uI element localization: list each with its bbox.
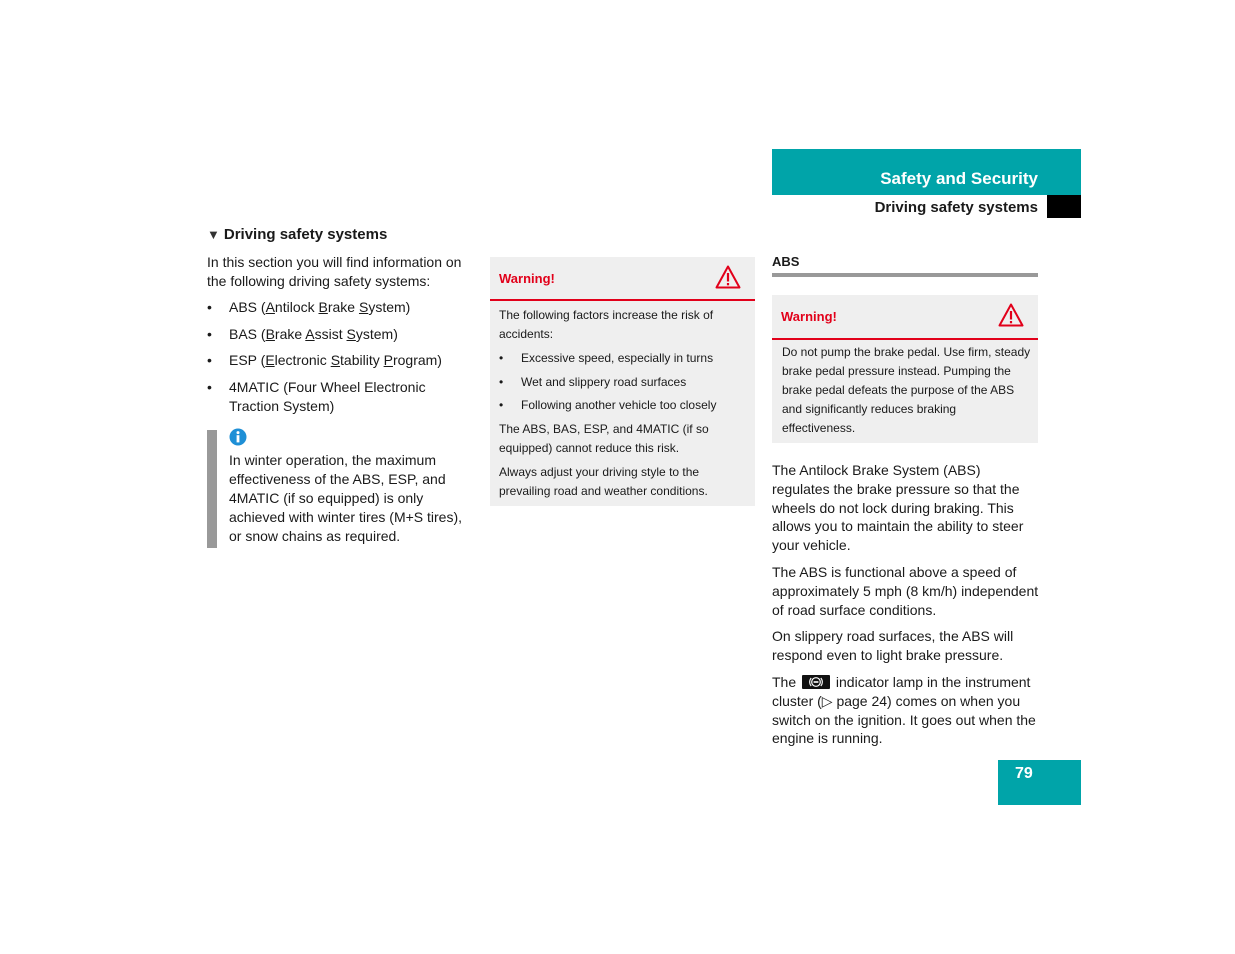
warning-box-accidents: [490, 257, 755, 506]
risk-factor-item: [499, 349, 745, 368]
section-heading: [207, 226, 387, 243]
systems-list: [207, 298, 473, 423]
abs-heading: ABS: [772, 254, 800, 269]
risk-factor-text: Excessive speed, especially in turns: [521, 351, 714, 365]
risk-factor-text: Following another vehicle too closely: [521, 398, 717, 412]
info-icon: [229, 428, 247, 446]
warning-header: [772, 295, 1038, 340]
abs-indicator-lamp-icon: [802, 675, 830, 689]
bullet: •: [207, 352, 212, 368]
systems-list-item: [207, 298, 473, 317]
abs-paragraph: On slippery road surfaces, the ABS will respond even to light brake pressure.: [772, 628, 1014, 664]
warning-label: Warning!: [781, 309, 837, 324]
systems-list-item: [207, 378, 473, 416]
warning-paragraph: The ABS, BAS, ESP, and 4MATIC (if so equipped) cannot reduce this risk.: [499, 421, 709, 455]
warning-body: Do not pump the brake pedal. Use firm, steady brake pedal pressure instead. Pumping the brake pedal defeats the purpose of the ABS and significantly reduces braking effectiveness.: [782, 345, 1031, 435]
bullet: •: [207, 299, 212, 315]
warning-box-abs: [772, 295, 1038, 443]
warning-intro: The following factors increase the risk of accidents:: [499, 308, 714, 341]
chapter-header-band: [772, 149, 1081, 195]
warning-header: [490, 257, 755, 301]
info-note-text: In winter operation, the maximum effectiveness of the ABS, ESP, and 4MATIC (if so equipped) is only achieved with winter tires (M+S tires), or snow chains as required.: [229, 452, 463, 544]
risk-factors-list: [499, 349, 745, 415]
bullet: •: [499, 398, 504, 412]
warning-body: [499, 306, 745, 506]
abs-paragraph-text: indicator lamp in the instrument cluster (▷ page 24) comes on when you switch on the ignition. It goes out when the engine is running.: [772, 673, 1036, 747]
systems-list-item-text: ABS (Antilock Brake System): [229, 299, 411, 315]
systems-list-item-text: BAS (Brake Assist System): [229, 325, 398, 342]
triangle-down-icon: ▼: [207, 227, 220, 242]
heading-rule: [772, 273, 1038, 277]
intro-paragraph: In this section you will find information on the following driving safety systems:: [207, 254, 462, 289]
warning-triangle-icon: [715, 265, 741, 289]
systems-list-item: [207, 351, 473, 370]
abs-paragraph-text: The: [772, 673, 797, 690]
page-number-tab: [998, 760, 1081, 805]
abs-paragraph: The ABS is functional above a speed of approximately 5 mph (8 km/h) independent of road surface conditions.: [772, 563, 1039, 618]
risk-factor-text: Wet and slippery road surfaces: [521, 374, 687, 389]
abs-paragraph: [772, 673, 1040, 748]
systems-list-item: [207, 325, 473, 344]
page-number: 79: [1015, 765, 1033, 782]
warning-triangle-icon: [998, 303, 1024, 327]
section-marker-block: [1047, 195, 1081, 218]
abs-paragraph: The Antilock Brake System (ABS) regulates the brake pressure so that the wheels do not lock during braking. This allows you to maintain the ability to steer your vehicle.: [772, 462, 1024, 554]
abs-description: [772, 461, 1040, 756]
info-note-bar: [207, 430, 217, 548]
chapter-title: Safety and Security: [880, 169, 1038, 188]
warning-label: Warning!: [499, 271, 555, 286]
warning-paragraph: Always adjust your driving style to the prevailing road and weather conditions.: [499, 464, 708, 498]
bullet: •: [499, 351, 504, 365]
systems-list-item-text: ESP (Electronic Stability Program): [229, 352, 442, 368]
systems-list-item-text: 4MATIC (Four Wheel Electronic Traction System): [229, 378, 426, 414]
section-subtitle: Driving safety systems: [874, 199, 1038, 216]
risk-factor-item: [499, 396, 745, 415]
section-heading-text: Driving safety systems: [223, 226, 388, 243]
bullet: •: [499, 374, 504, 389]
risk-factor-item: [499, 373, 745, 392]
bullet: •: [207, 378, 212, 395]
bullet: •: [207, 325, 212, 342]
